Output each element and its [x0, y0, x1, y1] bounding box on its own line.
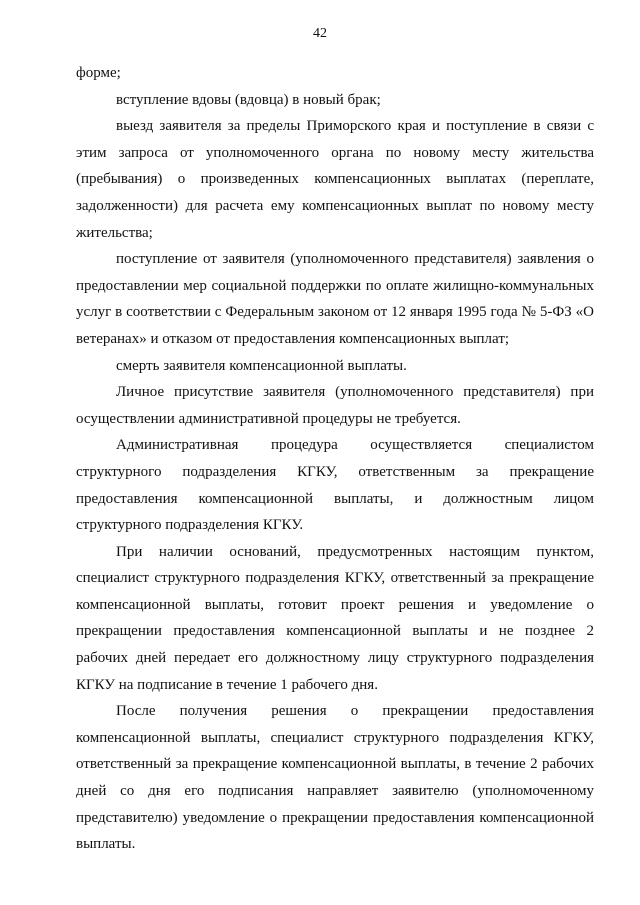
- paragraph-procedure: Административная процедура осуществляется специалистом структурного подразделения КГКУ, ответственным за прекращение предоставления компенсационной выплаты, и должностным лицом структурного подразделения КГКУ.: [76, 437, 594, 534]
- paragraph-death: смерть заявителя компенсационной выплаты.: [116, 357, 407, 374]
- document-body: [76, 60, 594, 858]
- paragraph-remarriage: вступление вдовы (вдовца) в новый брак;: [116, 91, 381, 108]
- paragraph-departure: выезд заявителя за пределы Приморского края и поступление в связи с этим запроса от уполномоченного органа по новому месту жительства (пребывания) о произведенных компенсационных выплатах (переплате, задолженности) для расчета ему компенсационных выплат по новому месту жительства;: [76, 118, 594, 241]
- paragraph-application: поступление от заявителя (уполномоченного представителя) заявления о предоставлении мер социальной поддержки по оплате жилищно-коммунальных услуг в соответствии с Федеральным законом от 12 января 1995 года № 5-ФЗ «О ветеранах» и отказом от предоставления компенсационных выплат;: [76, 251, 594, 347]
- paragraph-presence: Личное присутствие заявителя (уполномоченного представителя) при осуществлении административной процедуры не требуется.: [76, 384, 594, 427]
- paragraph-continuation: форме;: [76, 65, 121, 81]
- paragraph-grounds: При наличии оснований, предусмотренных настоящим пунктом, специалист структурного подразделения КГКУ, ответственный за прекращение компенсационной выплаты, готовит проект решения и уведомление о прекращении предоставления компенсационной выплаты и не позднее 2 рабочих дней передает его должностному лицу структурного подразделения КГКУ на подписание в течение 1 рабочего дня.: [76, 543, 594, 693]
- page-number: 42: [313, 26, 327, 41]
- paragraph-notification: После получения решения о прекращении предоставления компенсационной выплаты, специалист структурного подразделения КГКУ, ответственный за прекращение компенсационной выплаты, в течение 2 рабочих дней со дня его подписания направляет заявителю (уполномоченному представителю) уведомление о прекращении предоставления компенсационной выплаты.: [76, 703, 594, 853]
